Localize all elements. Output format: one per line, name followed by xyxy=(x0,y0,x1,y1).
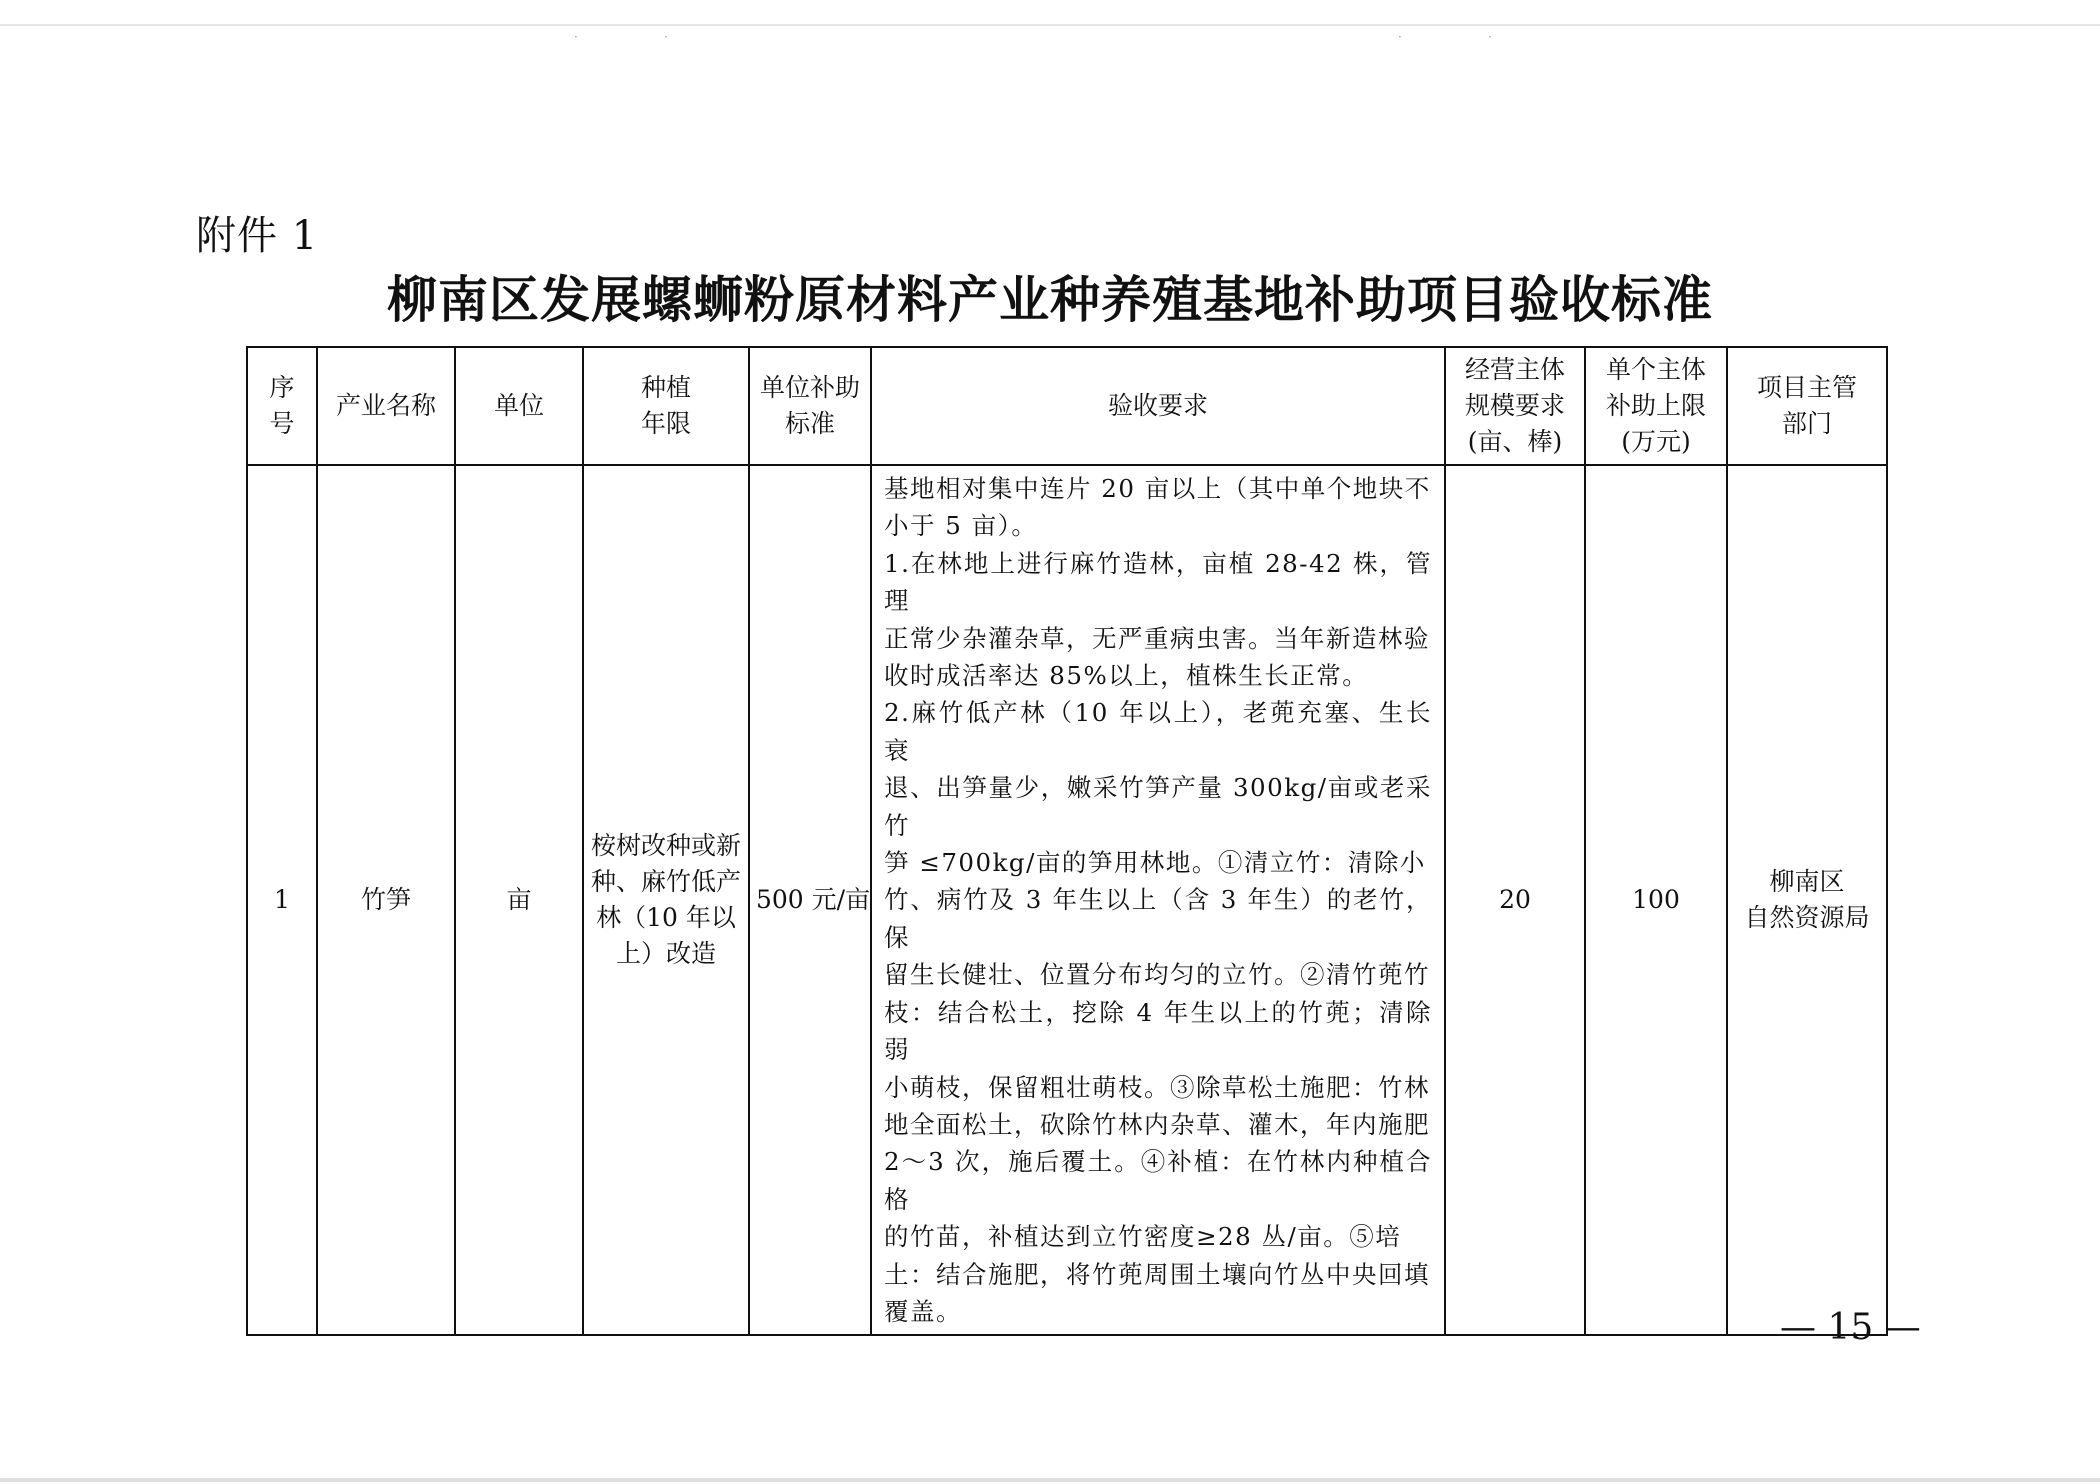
scan-speck: · xyxy=(664,30,668,44)
scan-speck: · xyxy=(574,30,578,44)
requirement-line: 2～3 次，施后覆土。④补植：在竹林内种植合格 xyxy=(884,1147,1432,1214)
scan-bottom-edge xyxy=(0,1478,2100,1482)
cell-seq: 1 xyxy=(247,465,317,1335)
table-header-row xyxy=(247,347,1887,465)
requirement-line: 小于 5 亩）。 xyxy=(884,511,1038,541)
cell-requirements xyxy=(871,465,1445,1335)
requirement-line: 覆盖。 xyxy=(884,1296,962,1326)
cell-unit: 亩 xyxy=(455,465,583,1335)
scan-speck: · xyxy=(1398,30,1402,44)
requirement-line: 竹、病竹及 3 年生以上（含 3 年生）的老竹，保 xyxy=(884,885,1432,952)
requirement-line: 枝：结合松土，挖除 4 年生以上的竹蔸；清除弱 xyxy=(884,997,1432,1065)
header-unit: 单位 xyxy=(455,347,583,465)
header-unit-subsidy xyxy=(749,347,871,465)
header-unit-subsidy-line-1: 单位补助 xyxy=(759,373,860,402)
header-scale-line-1: 经营主体 xyxy=(1464,355,1565,384)
header-planting-period-line-2: 年限 xyxy=(640,409,691,438)
header-scale-line-2: 规模要求 xyxy=(1464,391,1565,420)
requirement-line: 小萌枝，保留粗壮萌枝。③除草松土施肥：竹林 xyxy=(884,1072,1430,1102)
cell-planting-period xyxy=(583,465,749,1335)
scan-speck: · xyxy=(1488,30,1492,44)
cell-planting-period-line-4: 上）改造 xyxy=(615,939,716,969)
requirement-line: 正常少杂灌杂草，无严重病虫害。当年新造林验 xyxy=(884,623,1430,653)
header-scale xyxy=(1445,347,1585,465)
header-seq-line-1: 序 xyxy=(269,373,295,402)
cell-scale: 20 xyxy=(1445,465,1585,1335)
header-requirements: 验收要求 xyxy=(871,347,1445,465)
requirement-line: 地全面松土，砍除竹林内杂草、灌木，年内施肥 xyxy=(884,1109,1430,1139)
requirement-line: 的竹苗，补植达到立竹密度≥28 丛/亩。⑤培 xyxy=(884,1222,1402,1252)
requirement-line: 笋 ≤700kg/亩的笋用林地。①清立竹：清除小 xyxy=(884,848,1426,878)
cell-planting-period-line-2: 种、麻竹低产 xyxy=(590,867,741,897)
requirement-line: 1.在林地上进行麻竹造林，亩植 28-42 株，管理 xyxy=(884,548,1432,616)
cell-planting-period-line-1: 桉树改种或新 xyxy=(590,831,741,861)
header-planting-period-line-1: 种植 xyxy=(640,373,691,402)
header-cap-line-1: 单个主体 xyxy=(1605,355,1706,384)
header-department xyxy=(1727,347,1887,465)
header-planting-period xyxy=(583,347,749,465)
cell-unit-subsidy: 500 元/亩 xyxy=(749,465,871,1335)
attachment-label: 附件 1 xyxy=(196,213,319,259)
requirement-line: 2.麻竹低产林（10 年以上），老蔸充塞、生长衰 xyxy=(884,698,1432,765)
cell-cap: 100 xyxy=(1585,465,1727,1335)
cell-department-line-2: 自然资源局 xyxy=(1744,903,1870,933)
cell-planting-period-line-3: 林（10 年以 xyxy=(596,903,736,933)
header-industry: 产业名称 xyxy=(317,347,455,465)
cell-department xyxy=(1727,465,1887,1335)
acceptance-standards-table xyxy=(246,346,1888,1336)
cell-industry: 竹笋 xyxy=(317,465,455,1335)
header-cap xyxy=(1585,347,1727,465)
scan-top-edge xyxy=(0,24,2100,26)
header-seq xyxy=(247,347,317,465)
document-title: 柳南区发展螺蛳粉原材料产业种养殖基地补助项目验收标准 xyxy=(387,270,1713,329)
header-seq-line-2: 号 xyxy=(269,409,295,438)
requirement-line: 收时成活率达 85%以上，植株生长正常。 xyxy=(884,661,1369,691)
page-number: — 15 — xyxy=(1780,1307,1921,1348)
header-unit-subsidy-line-2: 标准 xyxy=(784,409,835,438)
requirement-line: 土：结合施肥，将竹蔸周围土壤向竹丛中央回填 xyxy=(884,1259,1430,1289)
requirement-line: 留生长健壮、位置分布均匀的立竹。②清竹蔸竹 xyxy=(884,960,1430,990)
header-department-line-2: 部门 xyxy=(1781,409,1832,438)
cell-department-line-1: 柳南区 xyxy=(1769,867,1845,897)
header-department-line-1: 项目主管 xyxy=(1756,373,1857,402)
requirement-line: 退、出笋量少，嫩采竹笋产量 300kg/亩或老采竹 xyxy=(884,773,1432,840)
table-row xyxy=(247,465,1887,1335)
header-scale-line-3: (亩、棒) xyxy=(1467,427,1563,456)
header-cap-line-3: (万元) xyxy=(1621,427,1691,456)
requirement-line: 基地相对集中连片 20 亩以上（其中单个地块不 xyxy=(884,474,1431,503)
header-cap-line-2: 补助上限 xyxy=(1605,391,1706,420)
